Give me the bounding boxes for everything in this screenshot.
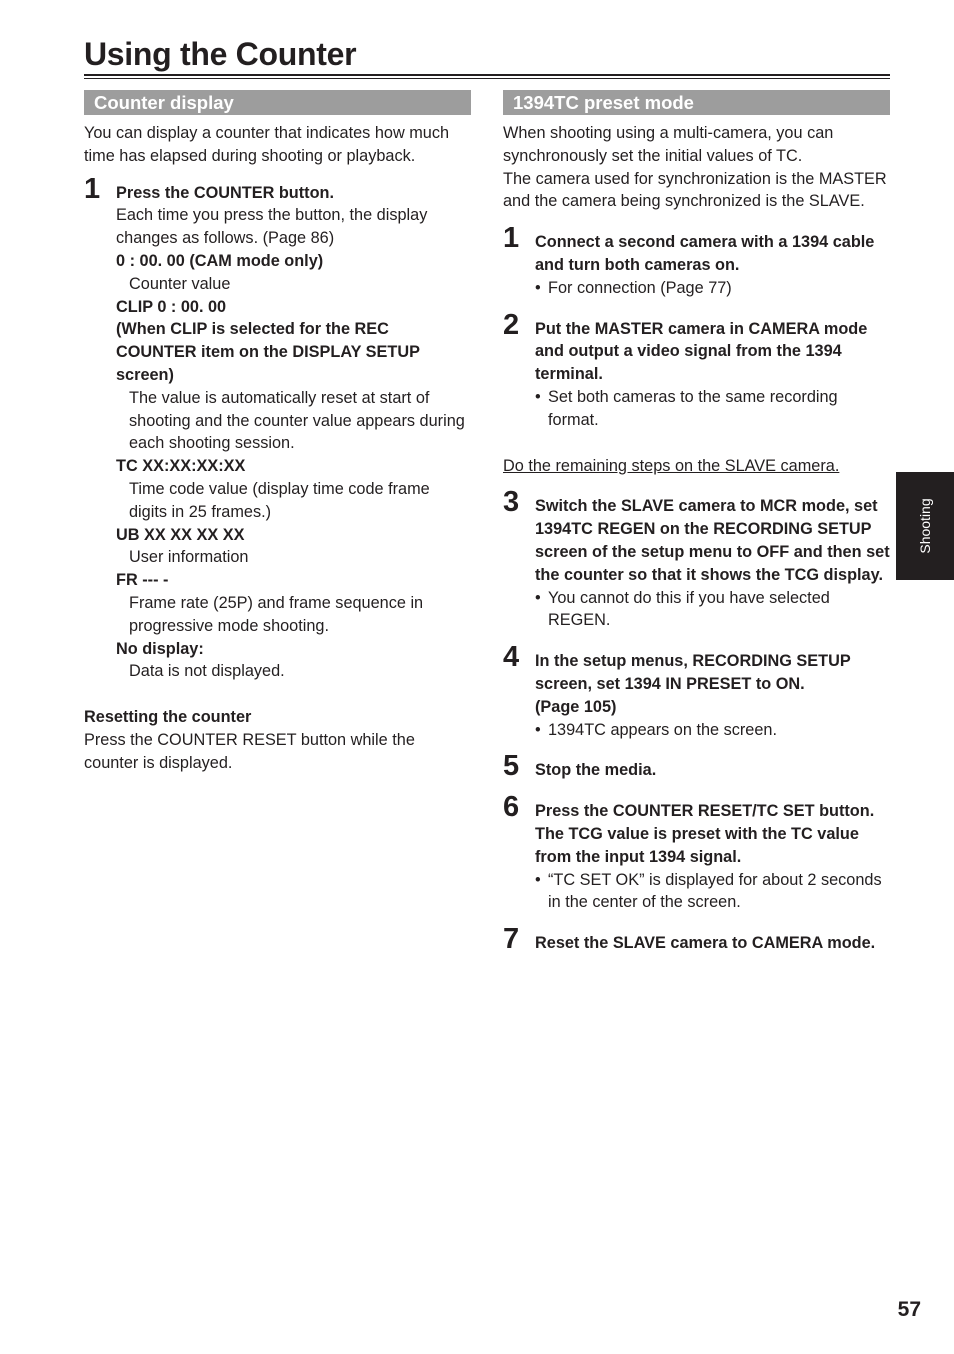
step-bullet: • “TC SET OK” is displayed for about 2 seconds in the center of the screen.: [535, 869, 890, 915]
preset-step-7: [503, 923, 890, 956]
step-title: Switch the SLAVE camera to MCR mode, set 1394TC REGEN on the RECORDING SETUP screen of the setup menu to OFF and then set the counter so that it shows the TCG display.: [535, 497, 890, 584]
preset-step-3: [503, 486, 890, 632]
step-title: Stop the media.: [535, 761, 657, 780]
display-item-desc: The value is automatically reset at start of shooting and the counter value appears during each shooting session.: [129, 388, 465, 453]
preset-step-1: [503, 222, 890, 299]
display-item-desc: Frame rate (25P) and frame sequence in progressive mode shooting.: [129, 593, 424, 635]
reset-body: Press the COUNTER RESET button while the counter is displayed.: [84, 730, 415, 772]
section-side-tab: [896, 472, 954, 580]
counter-intro: You can display a counter that indicates how much time has elapsed during shooting or playback.: [84, 124, 450, 165]
page-title: Using the Counter: [84, 36, 357, 72]
step-number: 1: [84, 172, 101, 205]
step-number: 5: [503, 750, 520, 783]
step-number: 7: [503, 923, 520, 956]
title-rule: [84, 74, 890, 76]
slave-note: Do the remaining steps on the SLAVE camera.: [503, 456, 840, 475]
page-number: 57: [897, 1298, 921, 1321]
display-item: [116, 524, 471, 570]
title-rule-thin: [84, 78, 890, 79]
display-item: [116, 250, 471, 296]
section-heading-1394tc-preset: 1394TC preset mode: [503, 90, 890, 115]
display-item-label: TC XX:XX:XX:XX: [116, 457, 246, 476]
display-item-label: 0 : 00. 00 (CAM mode only): [116, 251, 324, 270]
preset-intro-2: The camera used for synchronization is the MASTER and the camera being synchronized is the SLAVE.: [503, 169, 887, 211]
reset-title: Resetting the counter: [84, 708, 252, 727]
step-bullet: • 1394TC appears on the screen.: [535, 719, 890, 742]
preset-intro-1: When shooting using a multi-camera, you can synchronously set the initial values of TC.: [503, 124, 834, 165]
counter-display-column: [84, 90, 471, 775]
side-tab-label: Shooting: [917, 498, 933, 554]
step-bullet: • For connection (Page 77): [535, 277, 890, 300]
step-number: 3: [503, 486, 520, 519]
section-heading-counter-display: Counter display: [84, 90, 471, 115]
step-title: Press the COUNTER button.: [116, 183, 335, 202]
step-title: In the setup menus, RECORDING SETUP screen, set 1394 IN PRESET to ON. (Page 105): [535, 652, 851, 716]
display-item: [116, 569, 471, 637]
display-item-desc: Time code value (display time code frame digits in 25 frames.): [129, 479, 430, 521]
display-item-desc: Data is not displayed.: [129, 662, 285, 681]
preset-step-6: [503, 791, 890, 914]
preset-mode-column: [503, 90, 890, 955]
step-body: Each time you press the button, the display changes as follows. (Page 86): [116, 206, 428, 248]
step-title: Connect a second camera with a 1394 cable and turn both cameras on.: [535, 233, 875, 274]
counter-step-1: [84, 172, 471, 684]
display-item-label: FR --- -: [116, 571, 169, 590]
step-title: Reset the SLAVE camera to CAMERA mode.: [535, 934, 876, 953]
step-bullet: • You cannot do this if you have selected REGEN.: [535, 587, 890, 633]
step-number: 1: [503, 222, 520, 255]
step-title: Put the MASTER camera in CAMERA mode and output a video signal from the 1394 terminal.: [535, 319, 868, 384]
display-item-label: No display:: [116, 639, 204, 658]
step-number: 6: [503, 791, 520, 824]
step-number: 4: [503, 641, 520, 674]
preset-step-4: [503, 641, 890, 741]
display-item: [116, 455, 471, 523]
display-item-desc: User information: [129, 548, 249, 567]
preset-step-5: [503, 750, 890, 783]
display-item-label: CLIP 0 : 00. 00 (When CLIP is selected for the REC COUNTER item on the DISPLAY SETUP screen): [116, 297, 420, 384]
display-item-desc: Counter value: [129, 274, 231, 293]
step-number: 2: [503, 308, 520, 341]
display-item-label: UB XX XX XX XX: [116, 525, 245, 544]
preset-step-2: [503, 308, 890, 432]
display-item: [116, 296, 471, 456]
step-bullet: • Set both cameras to the same recording format.: [535, 386, 890, 432]
step-title: Press the COUNTER RESET/TC SET button. The TCG value is preset with the TC value from the input 1394 signal.: [535, 802, 875, 866]
display-item: [116, 638, 471, 684]
